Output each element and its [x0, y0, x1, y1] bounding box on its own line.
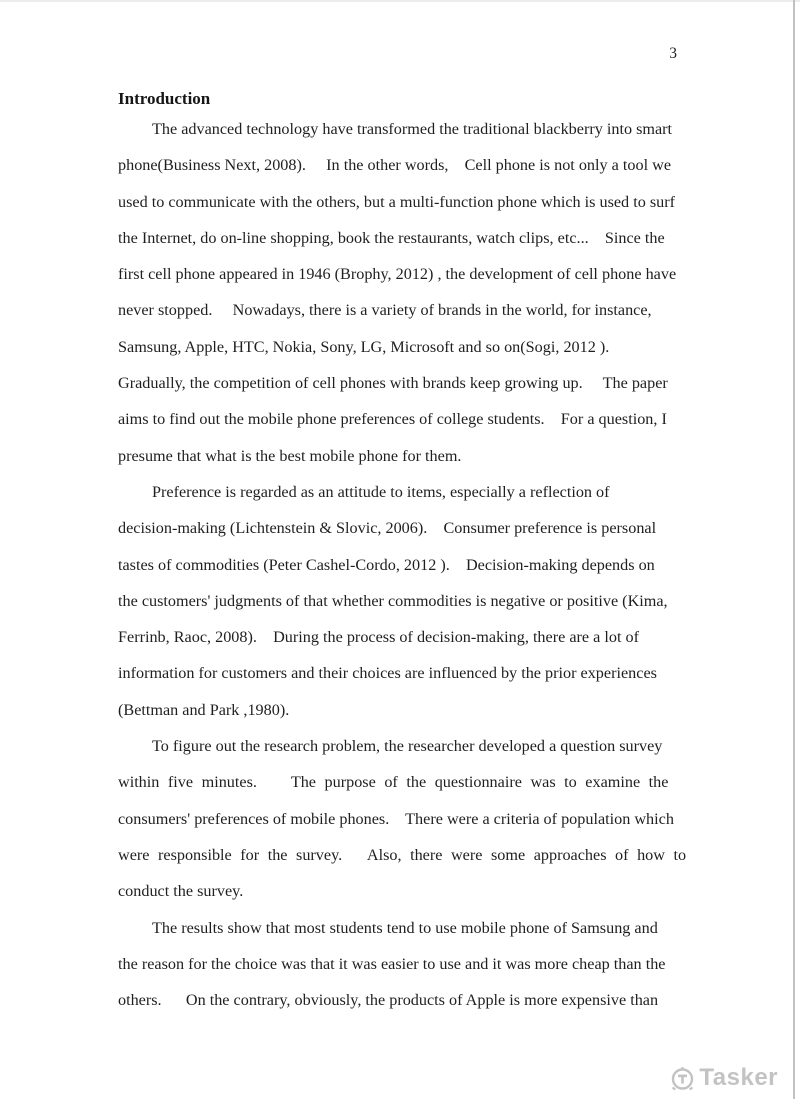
page-number: 3 [669, 45, 677, 62]
text-line: never stopped. Nowadays, there is a variety of brands in the world, for instance, [118, 301, 652, 320]
section-heading: Introduction [118, 89, 211, 108]
text-line: Preference is regarded as an attitude to items, especially a reflection of [152, 482, 610, 501]
text-line: aims to find out the mobile phone preferences of college students. For a question, I [118, 410, 667, 429]
page-top-edge [0, 0, 800, 2]
page-right-edge [793, 0, 795, 1099]
text-line: presume that what is the best mobile phone for them. [118, 446, 462, 465]
text-line: conduct the survey. [118, 882, 244, 901]
document-body [118, 111, 687, 1018]
text-line: The advanced technology have transformed the traditional blackberry into smart [152, 120, 673, 138]
text-line: decision-making (Lichtenstein & Slovic, 2006). Consumer preference is personal [118, 519, 657, 538]
text-line: The results show that most students tend to use mobile phone of Samsung and [152, 918, 658, 937]
watermark-label: Tasker [699, 1064, 778, 1091]
text-line: consumers' preferences of mobile phones. There were a criteria of population which [118, 809, 674, 828]
text-line: within five minutes. The purpose of the questionnaire was to examine the [118, 773, 669, 792]
text-line: the reason for the choice was that it was easier to use and it was more cheap than the [118, 954, 666, 973]
tasker-logo-icon [669, 1065, 696, 1092]
text-line: the Internet, do on-line shopping, book the restaurants, watch clips, etc... Since the [118, 228, 665, 247]
text-line: Gradually, the competition of cell phones with brands keep growing up. The paper [118, 374, 668, 393]
text-line: To figure out the research problem, the researcher developed a question survey [152, 737, 663, 756]
text-line: information for customers and their choices are influenced by the prior experiences [118, 664, 657, 683]
text-line: Samsung, Apple, HTC, Nokia, Sony, LG, Microsoft and so on(Sogi, 2012 ). [118, 337, 610, 356]
text-line: the customers' judgments of that whether commodities is negative or positive (Kima, [118, 591, 668, 610]
tasker-watermark [669, 1064, 778, 1092]
text-line: were responsible for the survey. Also, there were some approaches of how to [118, 845, 687, 864]
text-line: phone(Business Next, 2008). In the other words, Cell phone is not only a tool we [118, 156, 671, 175]
text-line: (Bettman and Park ,1980). [118, 700, 290, 719]
text-line: used to communicate with the others, but a multi-function phone which is used to surf [118, 192, 676, 211]
text-line: tastes of commodities (Peter Cashel-Cordo, 2012 ). Decision-making depends on [118, 555, 655, 574]
text-line: Ferrinb, Raoc, 2008). During the process of decision-making, there are a lot of [118, 628, 639, 647]
text-line: others. On the contrary, obviously, the products of Apple is more expensive than [118, 991, 659, 1010]
text-line: first cell phone appeared in 1946 (Brophy, 2012) , the development of cell phone have [118, 265, 677, 284]
